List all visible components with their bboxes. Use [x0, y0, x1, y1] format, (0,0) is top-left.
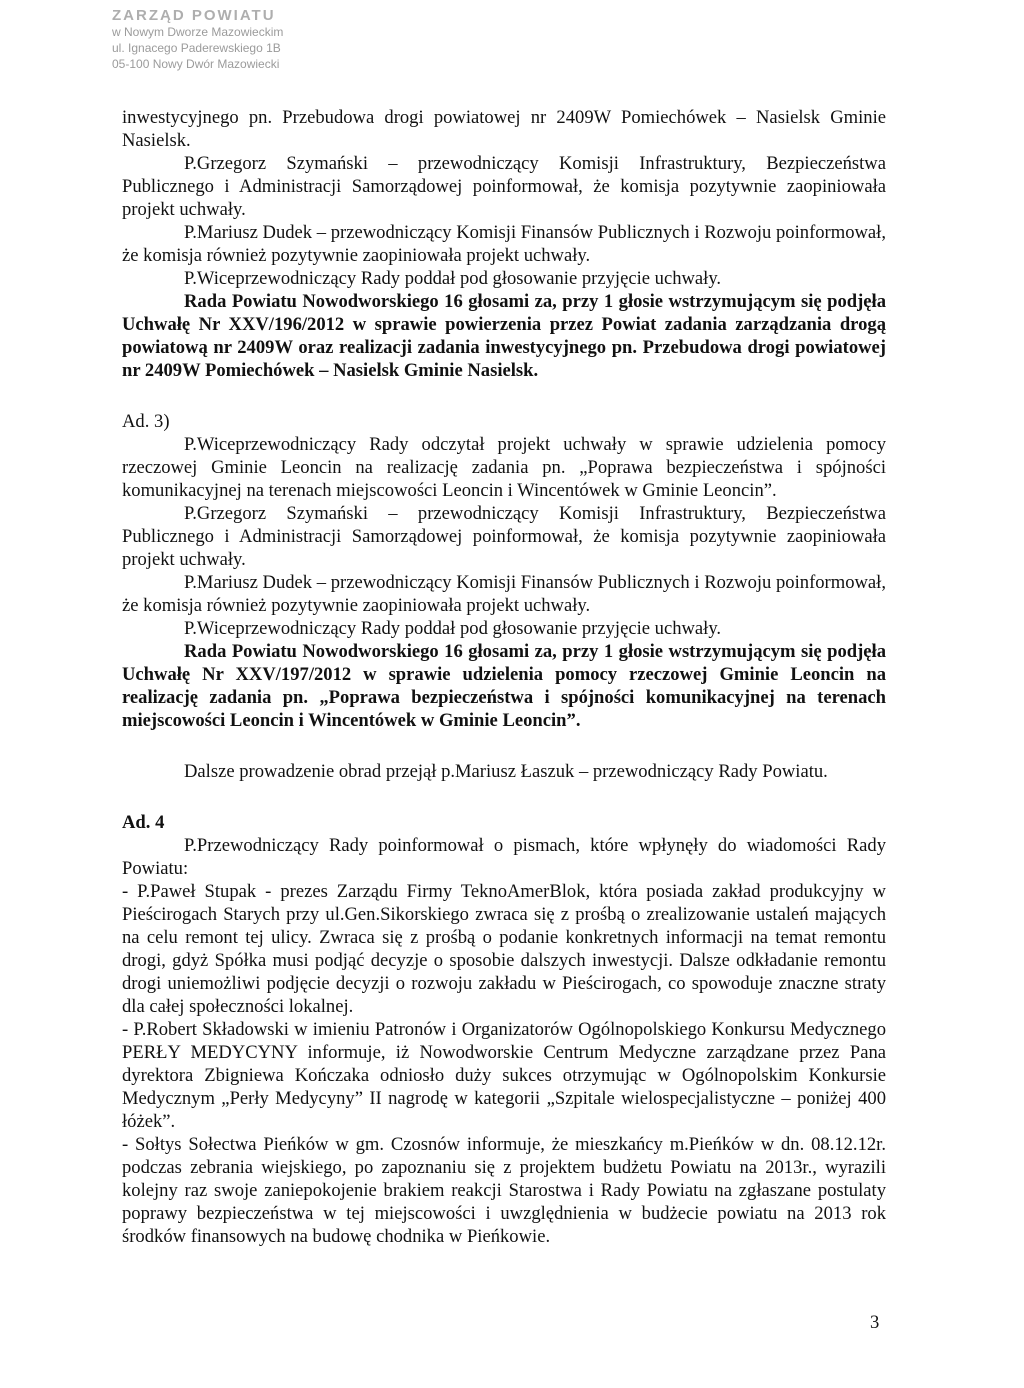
paragraph: inwestycyjnego pn. Przebudowa drogi powiatowej nr 2409W Pomiechówek – Nasielsk Gminie Nasielsk.: [122, 107, 886, 151]
list-item: - P.Robert Składowski w imieniu Patronów i Organizatorów Ogólnopolskiego Konkursu Medycznego PERŁY MEDYCYNY informuje, iż Nowodworskie Centrum Medyczne zarządzane przez Pana dyrektora Zbigniewa Kończaka odniosło duży sukces otrzymując w Ogólnopolskim Konkursie Medycznym „Perły Medycyny” II nagrodę w kategorii „Szpitale wielospecjalistyczne – poniżej 400 łóżek”.: [122, 1019, 886, 1132]
paragraph: P.Wiceprzewodniczący Rady odczytał projekt uchwały w sprawie udzielenia pomocy rzeczowej Gminie Leoncin na realizację zadania pn. „Poprawa bezpieczeństwa i spójności komunikacyjnej na terenach miejscowości Leoncin i Wincentówek w Gminie Leoncin”.: [122, 434, 886, 501]
paragraph: P.Grzegorz Szymański – przewodniczący Komisji Infrastruktury, Bezpieczeństwa Publicznego i Administracji Samorządowej poinformował, że komisja pozytywnie zaopiniowała projekt uchwały.: [122, 503, 886, 570]
paragraph: P.Wiceprzewodniczący Rady poddał pod głosowanie przyjęcie uchwały.: [184, 268, 722, 289]
office-stamp: [112, 8, 332, 72]
page-number: 3: [870, 1312, 880, 1333]
stamp-line-2: w Nowym Dworze Mazowieckim: [112, 25, 284, 39]
list-item: - P.Paweł Stupak - prezes Zarządu Firmy TeknoAmerBlok, która posiada zakład produkcyjny w Pieścirogach Starych przy ul.Gen.Sikorskiego zwraca się z prośbą o zrealizowanie ustaleń mających na celu remont tej ulicy. Zwraca się z prośbą o podanie konkretnych informacji na temat remontu drogi, gdyż Spółka musi podjąć decyzje o sposobie dalszych inwestycji. Dalsze odkładanie remontu drogi uniemożliwi podjęcie decyzji o rozwoju zakładu w Pieścirogach, co spowoduje znaczne straty dla całej społeczności lokalnej.: [122, 881, 886, 1017]
section-heading-ad4: Ad. 4: [122, 812, 165, 833]
paragraph: P.Mariusz Dudek – przewodniczący Komisji Finansów Publicznych i Rozwoju poinformował, że komisja również pozytywnie zaopiniowała projekt uchwały.: [122, 572, 886, 616]
list-item: - Sołtys Sołectwa Pieńków w gm. Czosnów informuje, że mieszkańcy m.Pieńków w dn. 08.12.12r. podczas zebrania wiejskiego, po zapoznaniu się z projektem budżetu Powiatu na 2013r., wyrazili kolejny raz swoje zaniepokojenie brakiem reakcji Starostwa i Rady Powiatu na zgłaszane postulaty poprawy bezpieczeństwa w tej miejscowości i uwzględnienia w budżecie powiatu na 2013 rok środków finansowych na budowę chodnika w Pieńkowie.: [122, 1134, 886, 1247]
paragraph: P.Mariusz Dudek – przewodniczący Komisji Finansów Publicznych i Rozwoju poinformował, że komisja również pozytywnie zaopiniowała projekt uchwały.: [122, 222, 886, 266]
resolution-paragraph: Rada Powiatu Nowodworskiego 16 głosami za, przy 1 głosie wstrzymującym się podjęła Uchwałę Nr XXV/196/2012 w sprawie powierzenia przez Powiat zadania zarządzania drogą powiatową nr 2409W oraz realizacji zadania inwestycyjnego pn. Przebudowa drogi powiatowej nr 2409W Pomiechówek – Nasielsk Gminie Nasielsk.: [122, 291, 886, 381]
stamp-line-1: ZARZĄD POWIATU: [112, 7, 276, 24]
paragraph: P.Przewodniczący Rady poinformował o pismach, które wpłynęły do wiadomości Rady Powiatu:: [122, 835, 886, 879]
paragraph: P.Grzegorz Szymański – przewodniczący Komisji Infrastruktury, Bezpieczeństwa Publicznego i Administracji Samorządowej poinformował, że komisja pozytywnie zaopiniowała projekt uchwały.: [122, 153, 886, 220]
paragraph: Dalsze prowadzenie obrad przejął p.Mariusz Łaszuk – przewodniczący Rady Powiatu.: [184, 761, 828, 782]
stamp-line-3: ul. Ignacego Paderewskiego 1B: [112, 41, 281, 55]
stamp-line-4: 05-100 Nowy Dwór Mazowiecki: [112, 57, 280, 71]
paragraph: P.Wiceprzewodniczący Rady poddał pod głosowanie przyjęcie uchwały.: [184, 618, 722, 639]
section-heading-ad3: Ad. 3): [122, 411, 170, 432]
document-body: [122, 106, 886, 1248]
resolution-paragraph: Rada Powiatu Nowodworskiego 16 głosami za, przy 1 głosie wstrzymującym się podjęła Uchwałę Nr XXV/197/2012 w sprawie udzielenia pomocy rzeczowej Gminie Leoncin na realizację zadania pn. „Poprawa bezpieczeństwa i spójności komunikacyjnej na terenach miejscowości Leoncin i Wincentówek w Gminie Leoncin”.: [122, 641, 886, 731]
